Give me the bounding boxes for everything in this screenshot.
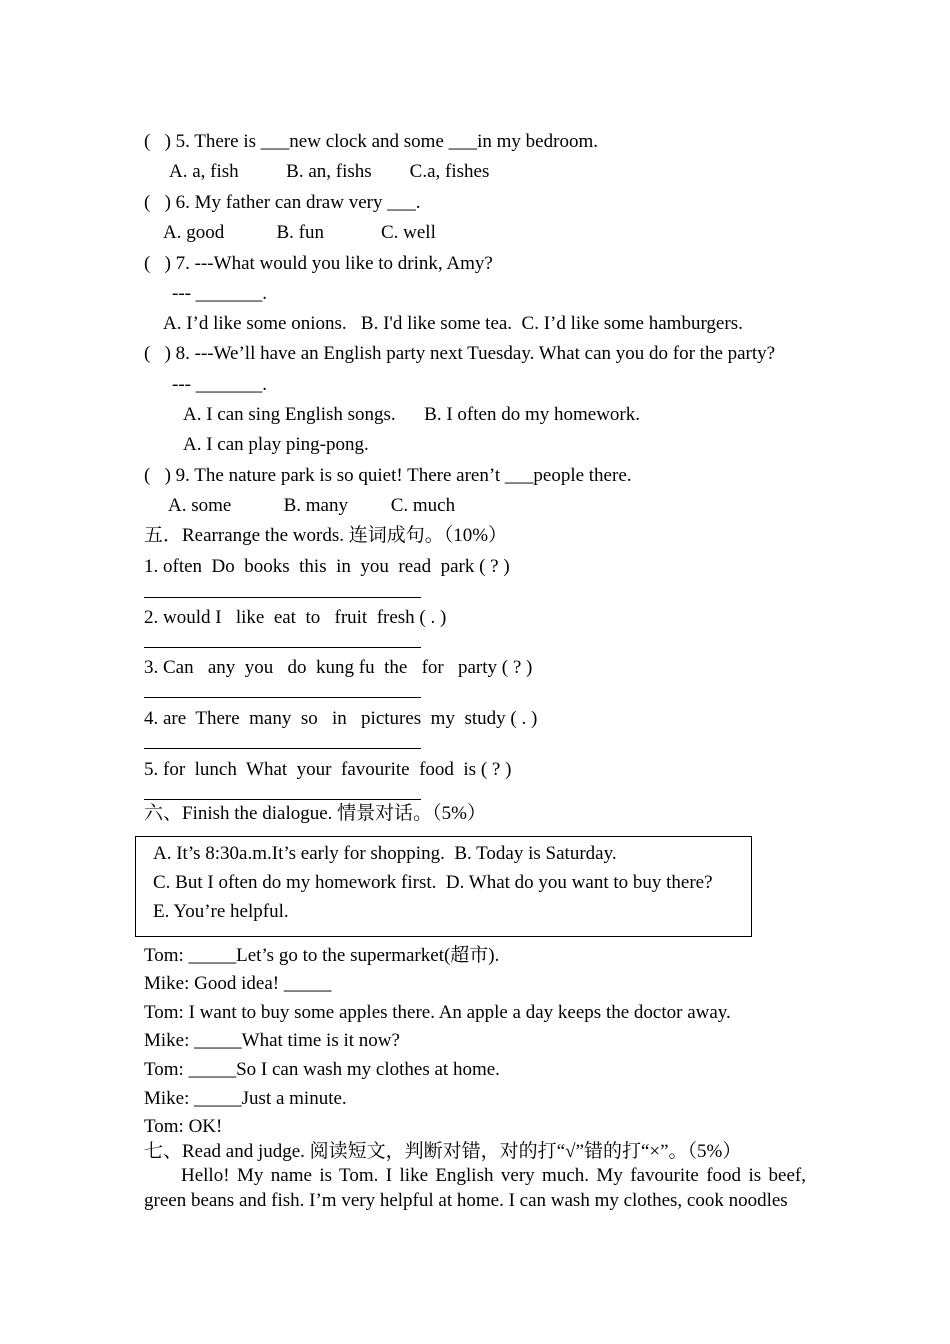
question-8: ( ) 8. ---We’ll have an English party next Tuesday. What can you do for the party? [144,343,776,364]
rearrange-item-3: 3. Can any you do kung fu the for party ( ? ) [144,657,533,678]
section-5-heading: 五．Rearrange the words. 连词成句。（10%） [144,525,508,546]
question-9-options: A. some B. many C. much [168,495,456,516]
rearrange-item-5: 5. for lunch What your favourite food is ( ? ) [144,759,512,780]
dialogue-option-ab: A. It’s 8:30a.m.It’s early for shopping. B. Today is Saturday. [153,843,617,864]
question-8-options-ab: A. I can sing English songs. B. I often do my homework. [183,404,641,425]
section-6-heading: 六、Finish the dialogue. 情景对话。（5%） [144,803,486,824]
dialogue-line-6: Mike: _____Just a minute. [144,1088,347,1109]
answer-line-3 [144,697,421,698]
question-8-answer-blank: --- _______. [172,374,267,395]
rearrange-item-4: 4. are There many so in pictures my study ( . ) [144,708,538,729]
reading-passage: Hello! My name is Tom. I like English very much. My favourite food is beef, green beans and fish. I’m very helpful at home. I can wash my clothes, cook noodles [144,1165,806,1211]
answer-line-4 [144,748,421,749]
rearrange-item-1: 1. often Do books this in you read park ( ? ) [144,556,510,577]
dialogue-line-5: Tom: _____So I can wash my clothes at home. [144,1059,500,1080]
dialogue-options-box [135,836,752,937]
dialogue-option-e: E. You’re helpful. [153,901,289,922]
question-9: ( ) 9. The nature park is so quiet! There aren’t ___people there. [144,465,632,486]
dialogue-line-4: Mike: _____What time is it now? [144,1030,400,1051]
question-7-options: A. I’d like some onions. B. I'd like some tea. C. I’d like some hamburgers. [163,313,743,334]
question-7: ( ) 7. ---What would you like to drink, Amy? [144,253,493,274]
question-7-answer-blank: --- _______. [172,283,267,304]
question-6: ( ) 6. My father can draw very ___. [144,192,421,213]
question-5-options: A. a, fish B. an, fishs C.a, fishes [169,161,490,182]
dialogue-line-1: Tom: _____Let’s go to the supermarket(超市). [144,945,500,966]
section-7-heading: 七、Read and judge. 阅读短文，判断对错，对的打“√”错的打“×”。（5%） [144,1141,742,1162]
dialogue-line-7: Tom: OK! [144,1116,223,1137]
rearrange-item-2: 2. would I like eat to fruit fresh ( . ) [144,607,447,628]
answer-line-1 [144,597,421,598]
dialogue-option-cd: C. But I often do my homework first. D. What do you want to buy there? [153,872,713,893]
dialogue-line-2: Mike: Good idea! _____ [144,973,332,994]
answer-line-5 [144,799,421,800]
dialogue-line-3: Tom: I want to buy some apples there. An apple a day keeps the doctor away. [144,1002,731,1023]
answer-line-2 [144,647,421,648]
question-5: ( ) 5. There is ___new clock and some ___in my bedroom. [144,131,598,152]
question-6-options: A. good B. fun C. well [163,222,436,243]
question-8-option-c: A. I can play ping-pong. [183,434,369,455]
